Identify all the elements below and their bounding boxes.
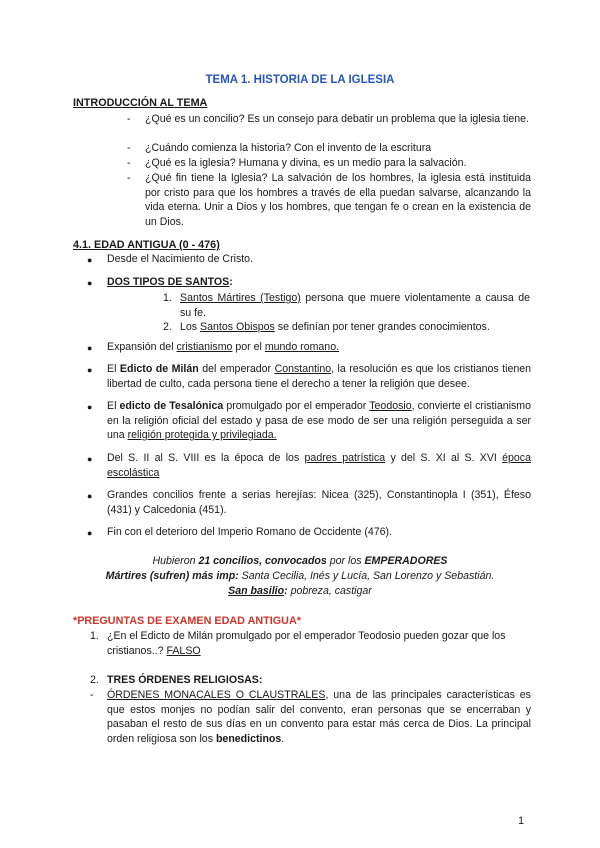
question-heading: TRES ÓRDENES RELIGIOSAS: — [107, 674, 263, 686]
dash-marker: - — [127, 142, 131, 154]
bullet-item: Desde el Nacimiento de Cristo. — [107, 253, 254, 265]
bullet-icon: ● — [87, 528, 93, 538]
page-title: TEMA 1. HISTORIA DE LA IGLESIA — [205, 74, 395, 86]
bullet-icon: ● — [87, 343, 93, 353]
intro-heading: INTRODUCCIÓN AL TEMA — [73, 97, 208, 109]
dash-marker: - — [127, 157, 131, 169]
summary-line: San basilio: pobreza, castigar — [228, 585, 372, 597]
bullet-icon: ● — [87, 278, 93, 288]
bullet-item: Fin con el deterioro del Imperio Romano de Occidente (476). — [107, 526, 393, 538]
list-number: 1. — [163, 292, 172, 304]
intro-item: ¿Qué fin tiene la Iglesia? La salvación de los hombres, la iglesia está instituida por cristo para que los hombres a través de ella puedan salvarse, alcanzando la vida eterna. Unir a Dios y los hombres, que tengan fe o crean en la existencia de un Dios. — [145, 172, 531, 228]
bullet-icon: ● — [87, 402, 93, 412]
bullet-item: El Edicto de Milán del emperador Constantino, la resolución es que los cristianos tienen libertad de culto, cada persona tiene el derecho a tener la religión que desee. — [107, 363, 532, 390]
intro-item: ¿Cuándo comienza la historia? Con el invento de la escritura — [145, 142, 432, 154]
dash-marker: - — [127, 172, 131, 184]
bullet-icon: ● — [87, 255, 93, 265]
bullet-icon: ● — [87, 491, 93, 501]
santo-item: Santos Mártires (Testigo) persona que muere violentamente a causa de su fe. — [180, 292, 530, 319]
section-heading-edad-antigua: 4.1. EDAD ANTIGUA (0 - 476) — [73, 239, 220, 251]
bullet-icon: ● — [87, 365, 93, 375]
santo-item: Los Santos Obispos se definían por tener grandes conocimientos. — [180, 321, 490, 333]
intro-item: ¿Qué es la iglesia? Humana y divina, es un medio para la salvación. — [145, 157, 467, 169]
tipos-heading: DOS TIPOS DE SANTOS: — [107, 276, 233, 288]
bullet-item: Del S. II al S. VIII es la época de los padres patrística y del S. XI al S. XVI época escolástica — [107, 452, 531, 479]
question-item: ÓRDENES MONACALES O CLAUSTRALES, una de las principales características es que estos monjes no podían salir del convento, eran personas que se encerraban y pasaban el resto de sus días en un convento para estar más cerca de Dios. La principal orden religiosa son los benedictinos. — [107, 689, 531, 745]
summary-line: Hubieron 21 concilios, convocados por los EMPERADORES — [152, 555, 448, 567]
bullet-item: Expansión del cristianismo por el mundo romano. — [107, 341, 340, 353]
dash-marker: - — [90, 689, 94, 701]
bullet-icon: ● — [87, 454, 93, 464]
bullet-item: El edicto de Tesalónica promulgado por el emperador Teodosio, convierte el cristianismo en la religión oficial del estado y pasa de ese modo de ser una religión perseguida a ser una religión protegida y privilegiada. — [107, 400, 532, 441]
page-number: 1 — [518, 814, 524, 827]
list-number: 2. — [90, 674, 99, 686]
list-number: 2. — [163, 321, 172, 333]
list-number: 1. — [90, 630, 99, 642]
intro-item: ¿Qué es un concilio? Es un consejo para debatir un problema que la iglesia tiene. — [145, 113, 529, 125]
summary-line: Mártires (sufren) más imp: Santa Cecilia, Inés y Lucía, San Lorenzo y Sebastián. — [105, 570, 495, 582]
exam-questions-heading: *PREGUNTAS DE EXAMEN EDAD ANTIGUA* — [73, 615, 301, 627]
dash-marker: - — [127, 113, 131, 125]
question-item: ¿En el Edicto de Milán promulgado por el emperador Teodosio pueden gozar que los cristianos..? FALSO — [107, 630, 506, 657]
bullet-item: Grandes concilios frente a serias herejías: Nicea (325), Constantinopla I (351), Éfeso (431) y Calcedonia (451). — [107, 489, 531, 516]
